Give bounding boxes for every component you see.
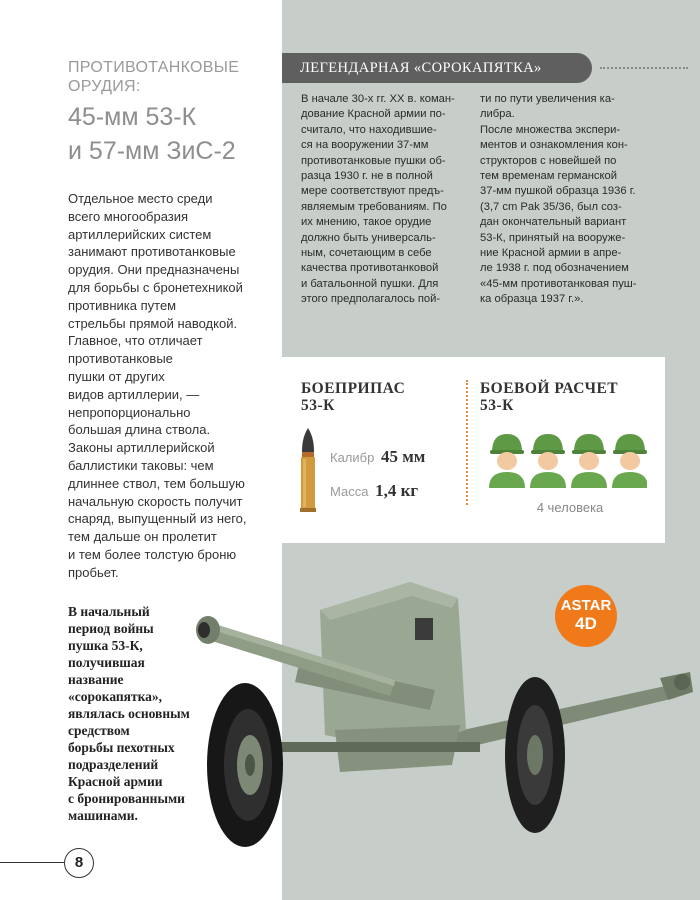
quote-line: борьбы пехотных — [68, 740, 175, 755]
legend-line: «45-мм противотанковая пуш- — [480, 277, 637, 290]
legend-line: и батальонной пушки. Для — [301, 277, 439, 290]
intro-line: занимают противотанковые — [68, 244, 236, 260]
intro-line: длиннее ствол, тем большую — [68, 475, 245, 491]
intro-line: противника путем — [68, 297, 177, 313]
soldier-icon — [612, 434, 647, 488]
ammo-title — [301, 380, 451, 414]
mass-value: 1,4 кг — [375, 481, 419, 500]
caliber-label: Калибр — [330, 450, 375, 465]
quote-line: подразделений — [68, 757, 159, 772]
intro-line: тем дальше он пролетит — [68, 529, 217, 545]
legend-line: После множества экспери- — [480, 123, 621, 136]
intro-line: и тем более толстую броню — [68, 546, 237, 562]
intro-line: всего многообразия — [68, 208, 189, 224]
legend-line: ти по пути увеличения ка- — [480, 93, 615, 105]
intro-line: начальную скорость получит — [68, 493, 243, 509]
badge-line: ASTAR — [560, 597, 612, 614]
legend-line: ка образца 1937 г.». — [480, 293, 584, 306]
intro-line: непропорционально — [68, 404, 191, 420]
legend-line: (3,7 cm Pak 35/36, был соз- — [480, 200, 622, 213]
intro-line: пушки от других — [68, 368, 165, 384]
page-number: 8 — [64, 848, 94, 878]
quote-line: средством — [68, 723, 130, 738]
legend-line: либра. — [480, 108, 515, 121]
crew-icons — [487, 430, 647, 490]
intro-line: снаряд, выпущенный из него, — [68, 511, 247, 527]
legend-line: структоров с новейшей по — [480, 154, 617, 167]
quote-line: Красной армии — [68, 774, 163, 789]
anti-tank-gun-illustration — [190, 560, 700, 860]
soldier-icon — [530, 434, 566, 488]
badge-line: 4D — [575, 614, 597, 633]
quote-line: название — [68, 672, 124, 687]
legend-column-1 — [301, 92, 464, 308]
soldier-icon — [571, 434, 607, 488]
legend-line: 53-К, принятый на вооруже- — [480, 231, 626, 244]
legend-line: противотанковые пушки об- — [301, 154, 446, 167]
legend-line: являемым требованиям. По — [301, 200, 447, 213]
ammo-title-line: 53-К — [301, 397, 335, 414]
legend-line: тем временам германской — [480, 170, 617, 183]
legend-column-2 — [480, 92, 652, 308]
intro-line: большая длина ствола. — [68, 422, 211, 438]
quote-line: машинами. — [68, 808, 138, 823]
intro-paragraph — [68, 190, 273, 582]
legend-line: ле 1938 г. под обозначением — [480, 262, 629, 275]
intro-line: видов артиллерии, — — [68, 386, 200, 402]
quote-line: период войны — [68, 621, 154, 636]
intro-line: противотанковые — [68, 351, 173, 367]
quote-line: являлась основным — [68, 706, 190, 721]
intro-line: Законы артиллерийской — [68, 440, 215, 456]
quote-line: пушка 53-К, — [68, 638, 143, 653]
legend-line: качества противотанковой — [301, 262, 439, 275]
caliber-value: 45 мм — [380, 447, 426, 466]
quote-line: с бронированными — [68, 791, 185, 806]
mass-spec — [330, 481, 418, 501]
intro-line: Главное, что отличает — [68, 333, 203, 349]
intro-line: артиллерийских систем — [68, 226, 212, 242]
intro-line: орудия. Они предназначены — [68, 262, 240, 278]
supertitle — [68, 58, 268, 96]
intro-line: пробьет. — [68, 564, 119, 580]
supertitle-line: ПРОТИВОТАНКОВЫЕ — [68, 59, 240, 76]
legend-line: ние Красной армии в апре- — [480, 247, 622, 260]
legend-line: ментов и ознакомления кон- — [480, 139, 628, 152]
quote-line: В начальный — [68, 604, 150, 619]
crew-count: 4 человека — [536, 500, 604, 515]
title-line: и 57-мм ЗиС-2 — [68, 137, 236, 165]
page-number-rule — [0, 862, 64, 863]
crew-title — [480, 380, 650, 414]
intro-line: стрельбы прямой наводкой. — [68, 315, 238, 331]
intro-line: баллистики таковы: чем — [68, 457, 214, 473]
quote-line: «сорокапятка», — [68, 689, 163, 704]
legend-line: мере соответствуют предъ- — [301, 185, 444, 198]
legend-line: должно быть универсаль- — [301, 231, 436, 244]
mass-label: Масса — [330, 484, 369, 499]
legend-line: этого предполагалось пой- — [301, 293, 441, 306]
legend-line: 37-мм пушкой образца 1936 г. — [480, 185, 636, 198]
legend-heading: ЛЕГЕНДАРНАЯ «СОРОКАПЯТКА» — [282, 53, 592, 83]
shell-icon — [297, 426, 319, 514]
legend-line: считало, что находившие- — [301, 123, 437, 136]
legend-line: дование Красной армии по- — [301, 108, 446, 121]
intro-line: Отдельное место среди — [68, 191, 213, 206]
legend-line: разца 1930 г. не в полной — [301, 170, 433, 183]
title-line: 45-мм 53-К — [68, 103, 197, 131]
page-title — [68, 100, 278, 168]
legend-line: дан окончательный вариант — [480, 216, 627, 229]
legend-line: их мнению, такое орудие — [301, 216, 432, 229]
dotted-rule — [600, 67, 688, 69]
crew-title-line: 53-К — [480, 397, 514, 414]
legend-line: В начале 30-х гг. XX в. коман- — [301, 93, 455, 105]
soldier-icon — [489, 434, 525, 488]
legend-line: ся на вооружении 37-мм — [301, 139, 429, 152]
caliber-spec — [330, 447, 425, 467]
supertitle-line: ОРУДИЯ: — [68, 78, 141, 95]
ammo-title-line: БОЕПРИПАС — [301, 380, 406, 397]
legend-line: ным, сочетающим в себе — [301, 247, 432, 260]
card-divider — [466, 380, 468, 505]
crew-title-line: БОЕВОЙ РАСЧЕТ — [480, 380, 619, 397]
intro-line: для борьбы с бронетехникой — [68, 279, 243, 295]
quote-line: получившая — [68, 655, 145, 670]
